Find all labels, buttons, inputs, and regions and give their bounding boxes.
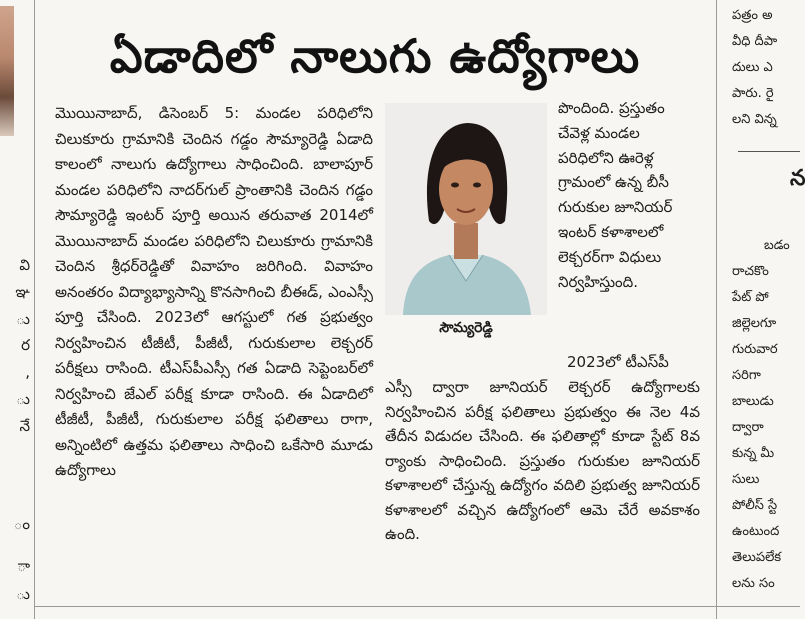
article-column-1 (55, 101, 373, 484)
photo-caption: సౌమ్యరెడ్డి (439, 320, 493, 336)
article-body-text: మండల పరిధిలోని చిలుకూరు గ్రామానికి చెందిన గడ్డం సౌమ్యారెడ్డి ఏడాది కాలంలో నాలుగు ఉద్యోగాలు సాధించింది. బాలాపూర్‌ మండల పరిధిలోని నాదర్‌గుల్‌ ప్రాంతానికి చెందిన గడ్డం సౌమ్యారెడ్డి ఇంటర్‌ పూర్తి అయిన తరువాత 2014లో మొయినాబాద్‌ మండల పరిధిలోని చిలుకూరు గ్రామానికి చెందిన శ్రీధర్‌రెడ్డితో వివాహం జరిగింది. వివాహం అనంతరం విద్యాభ్యాసాన్ని కొనసాగించి బీఈడ్‌, ఎంఎస్సీ పూర్తి చేసింది. 2023లో ఆగస్టులో గత ప్రభుత్వం నిర్వహించిన టీజీటీ, పీజీటీ, గురుకులాల లెక్చరర్‌ పరీక్షలు రాసింది. టీఎస్‌పీఎస్సీ గత ఏడాది సెప్టెంబర్‌లో నిర్వహించి జేఎల్‌ పరీక్ష కూడా రాసింది. ఈ ఏడాదిలో టీజీటీ, పీజీటీ, గురుకులాల పరీక్ష ఫలితాలు రాగా, అన్నింటిలో ఉత్తమ ఫలితాలు సాధించి ఒకేసారి మూడు ఉద్యోగాలు (55, 104, 373, 479)
adjacent-text-line: ఉంటుంద (732, 524, 780, 539)
adjacent-text-line: ద్వారా (732, 420, 764, 435)
left-text-fragment: , (25, 363, 30, 381)
left-text-fragment: ు (16, 390, 30, 408)
left-text-fragment: ఞ (15, 283, 30, 301)
left-text-fragment: ం (13, 515, 30, 533)
adjacent-text-line: కున్న మీ (732, 446, 775, 461)
adjacent-headline-fragment: న (790, 166, 805, 191)
headline: ఏడాదిలో నాలుగు ఉద్యోగాలు (109, 29, 641, 83)
adjacent-article-fragment (728, 0, 800, 619)
left-text-fragment: వి (19, 256, 30, 274)
adjacent-text-line: పారు. రై (732, 86, 774, 101)
adjacent-text-line: బాలుడు (732, 394, 774, 409)
article-paragraph-lead: 2023లో టీఎస్‌పీ (567, 353, 669, 371)
left-photo-fragment (0, 6, 14, 136)
adjacent-text-line: రాచకొం (732, 264, 769, 279)
adjacent-text-line: లని విన్న (732, 112, 777, 127)
adjacent-text-line: సులు (732, 472, 760, 487)
bottom-divider (34, 606, 800, 607)
adjacent-text-line: బడం (764, 238, 790, 253)
left-column-fragment (0, 0, 34, 619)
adjacent-text-line: పేట్‌ పో (732, 290, 769, 305)
left-text-fragment: ర (21, 336, 30, 354)
portrait-photo (385, 103, 547, 315)
column-divider (34, 0, 35, 619)
article-column-2 (385, 375, 700, 547)
portrait-illustration (385, 103, 547, 315)
adjacent-text-line: పత్రం అ (732, 8, 773, 23)
adjacent-text-line: గురువార (732, 342, 778, 357)
adjacent-article-divider (738, 151, 800, 152)
left-text-fragment: ు (16, 310, 30, 328)
adjacent-text-line: తెలుపలేక (732, 550, 782, 565)
left-text-fragment: ా (17, 557, 30, 575)
column-divider (716, 0, 717, 619)
adjacent-text-line: లను సం (732, 576, 775, 591)
left-text-fragment: ు (16, 585, 30, 603)
article-column-2-top: పొందింది. ప్రస్తుతం చేవెళ్ల మండల పరిధిలోని ఊరెళ్ల గ్రామంలో ఉన్న బీసీ గురుకుల జూనియర్‌ ఇంటర్‌ కళాశాలలో లెక్చరర్‌గా విధులు నిర్వహిస్తుంది. (558, 99, 673, 291)
adjacent-text-line: దులు ఎ (732, 60, 773, 75)
dateline: మొయినాబాద్‌, డిసెంబర్‌ 5: (55, 104, 240, 122)
article-body-text: ఎస్సీ ద్వారా జూనియర్‌ లెక్చరర్‌ ఉద్యోగాలకు నిర్వహించిన పరీక్ష ఫలితాలు ప్రభుత్వం ఈ నెల 4వ తేదీన విడుదల చేసింది. ఈ ఫలితాల్లో కూడా స్టేట్‌ 8వ ర్యాంకు సాధించింది. ప్రస్తుతం గురుకుల జూనియర్‌ కళాశాలలో చేస్తున్న ఉద్యోగం వదిలి ప్రభుత్వ జూనియర్‌ కళాశాలలో వచ్చిన ఉద్యోగంలో ఆమె చేరే అవకాశం ఉంది. (385, 378, 700, 543)
adjacent-text-line: పోలీస్‌ స్టే (732, 498, 778, 513)
left-text-fragment: నే (19, 417, 30, 435)
adjacent-text-line: వీధి దీపా (732, 34, 778, 49)
adjacent-text-line: సరిగా (732, 368, 761, 383)
adjacent-text-line: జిల్లెలగూ (732, 316, 777, 331)
